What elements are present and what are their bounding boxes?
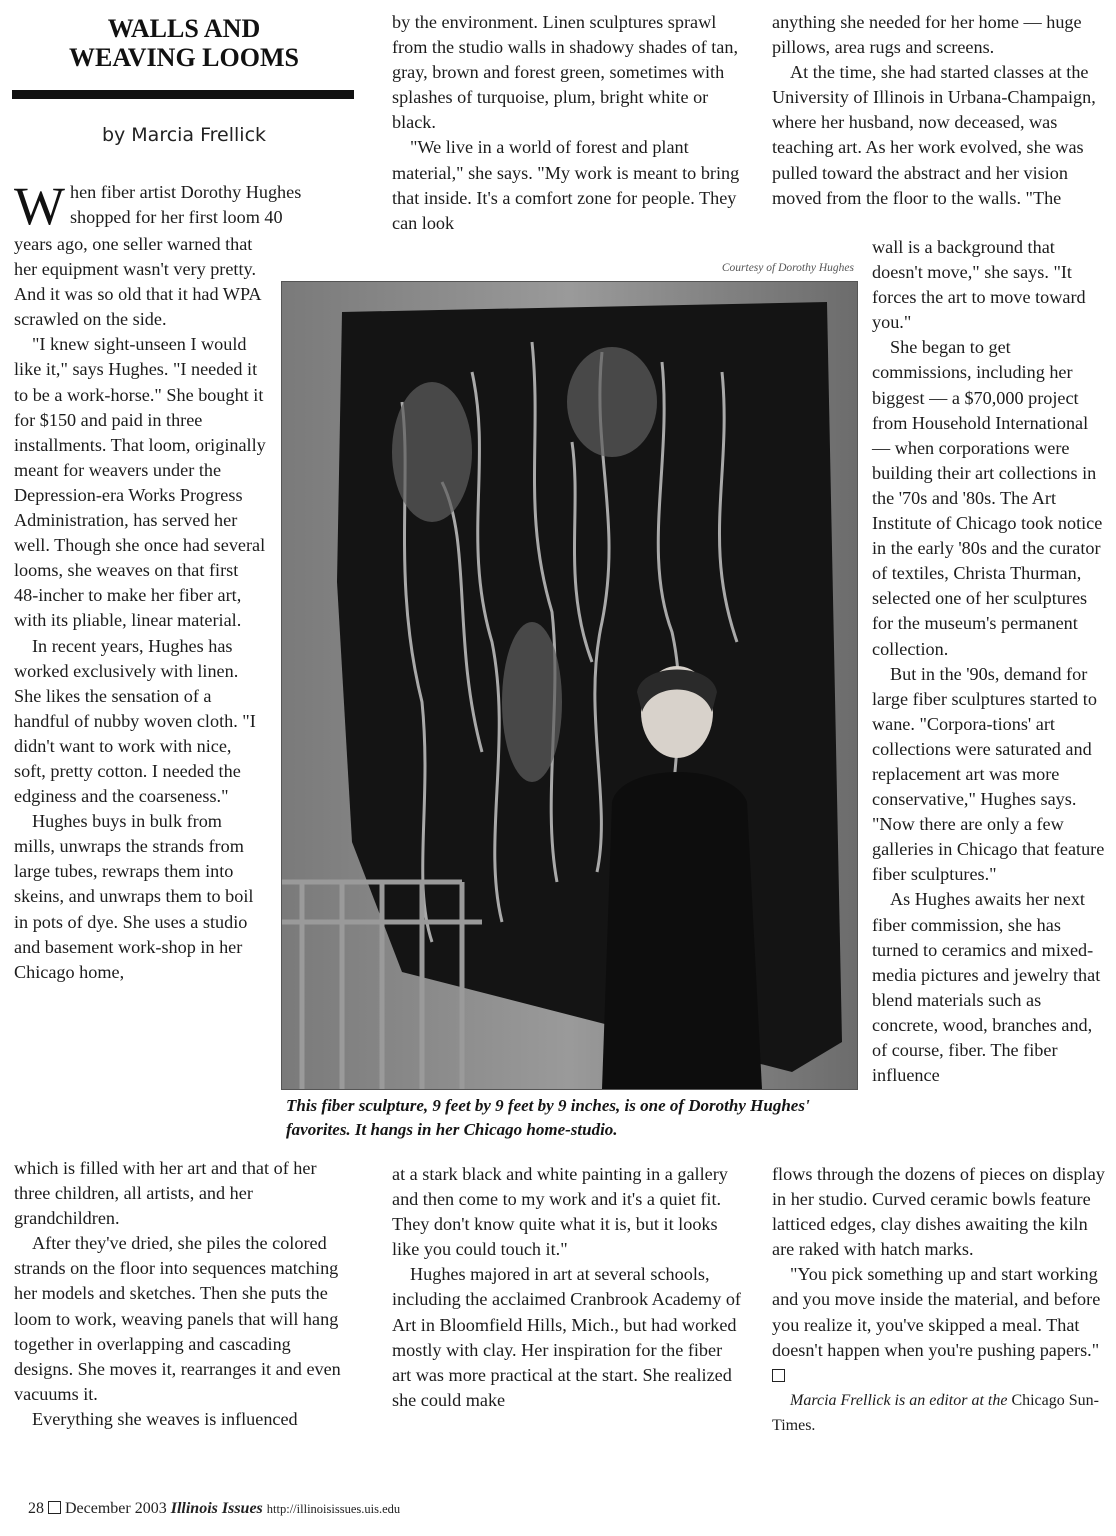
photo-illustration	[282, 282, 857, 1089]
paragraph: anything she needed for her home — huge pillows, area rugs and screens.	[772, 12, 1082, 58]
magazine-url: http://illinoisissues.uis.edu	[266, 1502, 401, 1516]
paragraph: But in the '90s, demand for large fiber sculptures started to wane. "Corpora-tions' art collections were saturated and replacement art was more conservative," Hughes says. "Now there are only a few galleries in Chicago that feature fiber sculptures."	[872, 663, 1105, 885]
photo-credit: Courtesy of Dorothy Hughes	[721, 262, 854, 274]
paragraph: years ago, one seller warned that her equipment wasn't very pretty. And it was so old that it had WPA scrawled on the side.	[14, 234, 261, 330]
title-line-1: WALLS AND	[107, 14, 261, 43]
issue-date: December 2003	[65, 1500, 167, 1517]
title-line-2: WEAVING LOOMS	[69, 43, 299, 72]
fiber-sculpture-photo	[281, 281, 858, 1090]
column-2-top	[392, 10, 742, 236]
paragraph: Everything she weaves is influenced	[32, 1408, 298, 1429]
paragraph: which is filled with her art and that of her three children, all artists, and her grandchildren.	[14, 1158, 317, 1229]
author-bio	[772, 1388, 1110, 1438]
column-1-opening	[14, 176, 354, 236]
column-3-bottom	[772, 1162, 1110, 1438]
column-3-middle	[872, 235, 1108, 1088]
paragraph	[772, 1262, 1110, 1387]
paragraph: Hughes buys in bulk from mills, unwraps the strands from large tubes, rewraps them into skeins, and unwraps them to boil in pots of dye. She uses a studio and basement work-shop in her Chicago home,	[14, 811, 254, 982]
end-mark-icon	[772, 1369, 785, 1382]
opening-paragraph	[14, 176, 354, 236]
newspaper-name: Chicago Sun-Times.	[772, 1391, 1099, 1434]
paragraph: "We live in a world of forest and plant material," she says. "My work is meant to bring that inside. It's a comfort zone for people. They can look	[392, 137, 740, 233]
page-number: 28	[28, 1500, 44, 1517]
photo-caption: This fiber sculpture, 9 feet by 9 feet by 9 inches, is one of Dorothy Hughes' favorites. It hangs in her Chicago home-studio.	[286, 1096, 810, 1139]
author-bio-text: Marcia Frellick is an editor at the	[790, 1391, 1008, 1409]
paragraph: In recent years, Hughes has worked exclusively with linen. She likes the sensation of a handful of nubby woven cloth. "I didn't want to work with nice, soft, pretty cotton. I needed the edginess and the coarseness."	[14, 635, 256, 807]
page-footer	[28, 1500, 728, 1518]
title-divider	[12, 90, 354, 99]
paragraph: wall is a background that doesn't move," she says. "It forces the art to move toward you."	[872, 237, 1086, 333]
column-1-body	[14, 232, 266, 985]
footer-box-icon	[48, 1501, 61, 1514]
column-3-top	[772, 10, 1110, 211]
paragraph: At the time, she had started classes at the University of Illinois in Urbana-Champaign, where her husband, now deceased, was teaching art. As her work evolved, she was pulled toward the abstract and her vision moved from the floor to the walls. "The	[772, 62, 1096, 208]
column-1-lower	[14, 1156, 354, 1432]
paragraph: Hughes majored in art at several schools, including the acclaimed Cranbrook Academy of Art in Bloomfield Hills, Mich., but had worked mostly with clay. Her inspiration for the fiber art was more practical at the start. She realized she could make	[392, 1264, 741, 1410]
paragraph: "I knew sight-unseen I would like it," says Hughes. "I needed it to be a work-horse." She bought it for $150 and paid in three installments. That loom, originally meant for weavers under the Depression-era Works Progress Administration, has served her well. Though she once had several looms, she weaves on that first 48-incher to make her fiber art, with its pliable, linear material.	[14, 334, 266, 631]
article-title	[12, 14, 356, 72]
paragraph: As Hughes awaits her next fiber commission, she has turned to ceramics and mixed-media pictures and jewelry that blend materials such as concrete, wood, branches and, of course, fiber. The fiber influence	[872, 889, 1101, 1086]
byline: by Marcia Frellick	[101, 124, 267, 146]
closing-quote: "You pick something up and start working and you move inside the material, and before you realize it, you've skipped a meal. That doesn't happen when you're pushing papers."	[772, 1264, 1101, 1360]
opening-first-lines: hen fiber artist Dorothy Hughes shopped for her first loom 40	[69, 182, 302, 227]
column-2-bottom	[392, 1162, 742, 1413]
paragraph: She began to get commissions, including her biggest — a $70,000 project from Household International — when corporations were building their art collections in the '70s and '80s. The Art Institute of Chicago took notice in the early '80s and the curator of textiles, Christa Thurman, selected one of her sculptures for the museum's permanent collection.	[872, 337, 1103, 659]
magazine-name: Illinois Issues	[170, 1500, 263, 1517]
paragraph: After they've dried, she piles the colored strands on the floor into sequences matching her models and sketches. Then she puts the loom to work, weaving panels that will hang together in overlapping and cascading designs. She moves it, rearranges it and even vacuums it.	[14, 1233, 341, 1404]
drop-cap: W	[14, 176, 65, 236]
paragraph: at a stark black and white painting in a gallery and then come to my work and it's a quiet fit. They don't know quite what it is, but it looks like you could touch it."	[392, 1164, 728, 1260]
paragraph: by the environment. Linen sculptures sprawl from the studio walls in shadowy shades of tan, gray, brown and forest green, sometimes with splashes of turquoise, plum, bright white or black.	[392, 12, 739, 133]
paragraph: flows through the dozens of pieces on display in her studio. Curved ceramic bowls feature latticed edges, clay dishes awaiting the kiln are raked with hatch marks.	[772, 1164, 1105, 1260]
